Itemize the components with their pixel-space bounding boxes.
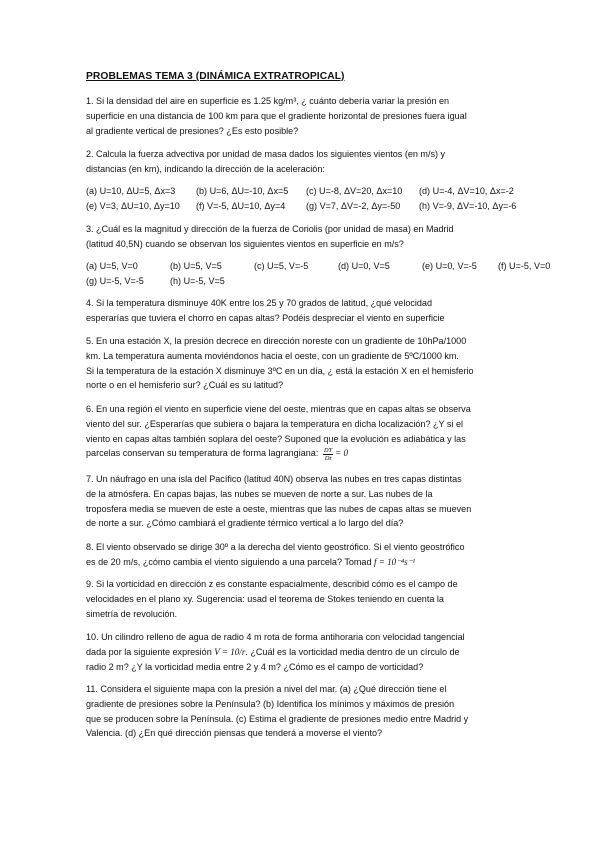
problem-4 [86, 296, 516, 326]
problem-1 [86, 94, 516, 138]
problem-3-options-row-1 [86, 259, 550, 274]
problem-11-line: que se producen sobre la Península. (c) Estima el gradiente de presiones medio entre Madrid y [86, 713, 469, 724]
problem-5-line: Si la temperatura de la estación X disminuye 3ºC en un día, ¿ está la estación X en el hemisferio [86, 365, 474, 376]
option: (e) V=3, ΔU=10, Δy=10 [86, 201, 180, 211]
option: (h) V=-9, ΔV=-10, Δy=-6 [419, 201, 517, 211]
problem-4-line: 4. Si la temperatura disminuye 40K entre los 25 y 70 grados de latitud, ¿qué velocidad [86, 298, 432, 308]
page-title: PROBLEMAS TEMA 3 (DINÁMICA EXTRATROPICAL) [86, 71, 345, 82]
problem-2-options-row-2 [86, 199, 516, 214]
problem-3-line: 3. ¿Cuál es la magnitud y dirección de la fuerza de Coriolis (por unidad de masa) en Madrid [86, 224, 454, 234]
problem-8-line-with-equation [86, 555, 516, 570]
problem-11-line: gradiente de presiones sobre la Península? (b) Identifica los mínimos y máximos de presión [86, 698, 455, 709]
problem-2-options-row-1 [86, 184, 514, 199]
option: (a) U=5, V=0 [86, 261, 138, 271]
option: (a) U=10, ΔU=5, Δx=3 [86, 186, 176, 196]
problem-6-line-with-equation [86, 446, 516, 461]
lagrangian-equation [321, 446, 349, 462]
option: (b) U=6, ΔU=-10, Δx=5 [196, 186, 289, 196]
option: (d) U=0, V=5 [338, 261, 390, 271]
option: (f) U=-5, V=0 [498, 261, 551, 271]
problem-1-line: superficie en una distancia de 100 km para que el gradiente horizontal de presiones fuera igual [86, 110, 467, 121]
problem-5-line: km. La temperatura aumenta moviéndonos hacia el oeste, con un gradiente de 5ºC/1000 km. [86, 350, 459, 361]
problem-6-line: parcelas conservan su temperatura de forma lagrangiana: [86, 448, 319, 459]
option: (c) U=5, V=-5 [254, 261, 309, 271]
problem-7-line: troposfera media se mueven de este a oeste, mientras que las nubes de capas altas se mueven [86, 503, 472, 514]
problem-7-line: 7. Un náufrago en una isla del Pacífico (latitud 40N) observa las nubes en tres capas distintas [86, 474, 462, 484]
problem-10 [86, 630, 516, 674]
problem-8-line: 8. El viento observado se dirige 30º a la derecha del viento geostrófico. Si el viento geostrófico [86, 542, 465, 552]
problem-4-line: esperarías que tuviera el chorro en capas altas? Podéis despreciar el viento en superficie [86, 312, 445, 323]
problem-10-line-with-equation [86, 645, 516, 660]
problem-9 [86, 577, 516, 621]
problem-3-options-row-2 [86, 274, 225, 289]
problem-7 [86, 472, 516, 531]
problem-2-line: 2. Calcula la fuerza advectiva por unidad de masa dados los siguientes vientos (en m/s) y [86, 149, 446, 159]
problem-2 [86, 147, 516, 177]
option: (e) U=0, V=-5 [422, 261, 477, 271]
velocity-equation: V = 10/r [214, 646, 246, 657]
problem-11-line: 11. Considera el siguiente mapa con la presión a nivel del mar. (a) ¿Qué dirección tiene el [86, 684, 447, 694]
problem-10-line: . ¿Cuál es la vorticidad media dentro de un círculo de [245, 646, 460, 657]
equation-rest: = 0 [335, 448, 349, 459]
option: (g) U=-5, V=-5 [86, 276, 144, 286]
problem-8-line: es de 20 m/s, ¿cómo cambia el viento siguiendo a una parcela? Tomad [86, 556, 372, 567]
problem-1-line: 1. Si la densidad del aire en superficie es 1.25 kg/m³, ¿ cuánto debería variar la presión en [86, 96, 450, 106]
problem-7-line: de norte a sur. ¿Cómo cambiará el gradiente térmico vertical a lo largo del día? [86, 518, 404, 529]
option: (g) V=7, ΔV=-2, Δy=-50 [306, 201, 401, 211]
problem-10-line: radio 2 m? ¿Y la vorticidad media entre 2 y 4 m? ¿Cómo es el campo de vorticidad? [86, 661, 424, 672]
problem-5-line: 5. En una estación X, la presión decrece en dirección noreste con un gradiente de 10hPa/1000 [86, 336, 467, 346]
problem-3 [86, 222, 516, 252]
problem-6 [86, 402, 516, 462]
problem-6-line: 6. En una región el viento en superficie viene del oeste, mientras que en capas altas se observa [86, 404, 471, 414]
problem-3-line: (latitud 40,5N) cuando se observan los siguientes vientos en superficie en m/s? [86, 238, 404, 249]
problem-5-line: norte o en el hemisferio sur? ¿Cuál es su latitud? [86, 380, 284, 391]
problem-10-line: dada por la siguiente expresión [86, 646, 212, 657]
problem-9-line: velocidades en el plano xy. Sugerencia: usad el teorema de Stokes teniendo en cuenta la [86, 593, 444, 604]
problem-10-line: 10. Un cilindro relleno de agua de radio 4 m rota de forma antihoraria con velocidad tangencial [86, 632, 465, 642]
option: (f) V=-5, ΔU=10, Δy=4 [196, 201, 286, 211]
equation-numerator: DT [323, 446, 333, 454]
problem-1-line: al gradiente vertical de presiones? ¿Es esto posible? [86, 125, 299, 136]
problem-11 [86, 682, 516, 741]
option: (c) U=-8, ΔV=20, Δx=10 [306, 186, 403, 196]
problem-11-line: Valencia. (d) ¿En qué dirección piensas que tenderá a moverse el viento? [86, 728, 383, 739]
option: (d) U=-4, ΔV=10, Δx=-2 [419, 186, 514, 196]
problem-7-line: de la atmósfera. En capas bajas, las nubes se mueven de norte a sur. Las nubes de la [86, 488, 433, 499]
option: (h) U=-5, V=5 [170, 276, 225, 286]
coriolis-parameter-equation: f = 10⁻⁴s⁻¹ [374, 556, 416, 567]
problem-9-line: simetría de revolución. [86, 608, 178, 619]
equation-denominator: Dt [324, 454, 332, 462]
problem-8 [86, 540, 516, 570]
problem-6-line: viento en capas altas también soplara del oeste? Suponed que la evolución es adiabática y las [86, 433, 466, 444]
problem-6-line: viento del sur. ¿Esperarías que subiera o bajara la temperatura en dicha localización? ¿Y si el [86, 418, 463, 429]
problem-5 [86, 334, 516, 393]
option: (b) U=5, V=5 [170, 261, 222, 271]
problem-9-line: 9. Si la vorticidad en dirección z es constante espacialmente, describid cómo es el campo de [86, 579, 458, 589]
problem-2-line: distancias (en km), indicando la dirección de la aceleración: [86, 163, 325, 174]
